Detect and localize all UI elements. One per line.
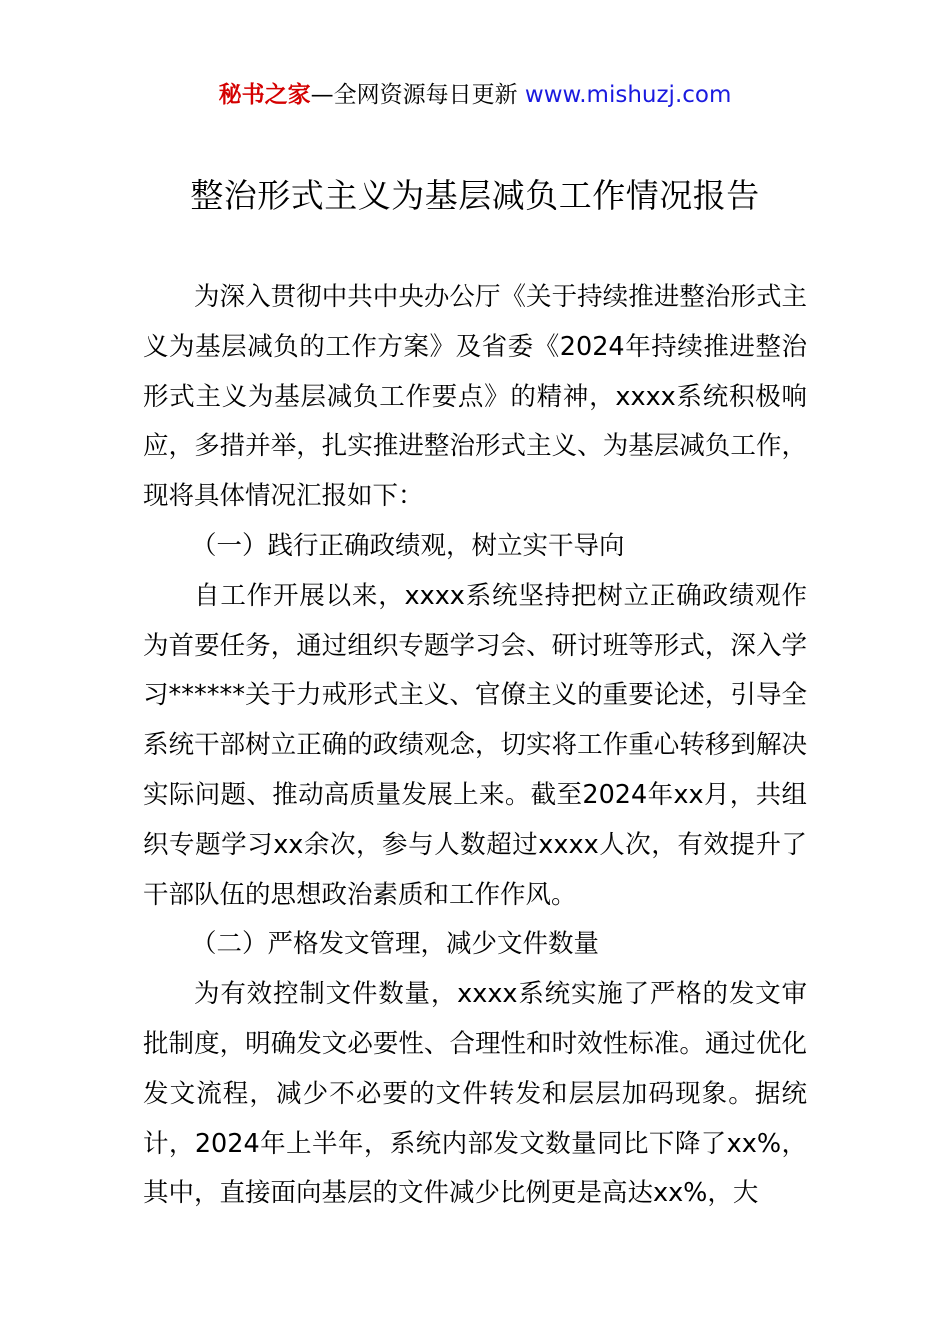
site-tagline: —全网资源每日更新 <box>310 82 525 108</box>
document-title: 整治形式主义为基层减负工作情况报告 <box>190 176 760 215</box>
section-paragraph-2: 为有效控制文件数量，xxxx系统实施了严格的发文审批制度，明确发文必要性、合理性和时效性标准。通过优化发文流程，减少不必要的文件转发和层层加码现象。据统计，2024年上半年，系统内部发文数量同比下降了xx%，其中，直接面向基层的文件减少比例更是高达xx%，大 <box>143 979 807 1209</box>
section-heading-2: （二）严格发文管理，减少文件数量 <box>191 929 600 960</box>
intro-paragraph: 为深入贯彻中共中央办公厅《关于持续推进整治形式主义为基层减负的工作方案》及省委《2024年持续推进整治形式主义为基层减负工作要点》的精神，xxxx系统积极响应，多措并举，扎实推进整治形式主义、为基层减负工作，现将具体情况汇报如下： <box>143 282 807 512</box>
site-url[interactable]: www.mishuzj.com <box>524 82 732 108</box>
document-body <box>143 273 807 1219</box>
site-brand: 秘书之家 <box>218 82 311 108</box>
section-heading-1: （一）践行正确政绩观，树立实干导向 <box>191 530 625 561</box>
section-paragraph-1: 自工作开展以来，xxxx系统坚持把树立正确政绩观作为首要任务，通过组织专题学习会、研讨班等形式，深入学习******关于力戒形式主义、官僚主义的重要论述，引导全系统干部树立正确的政绩观念，切实将工作重心转移到解决实际问题、推动高质量发展上来。截至2024年xx月，共组织专题学习xx余次，参与人数超过xxxx人次，有效提升了干部队伍的思想政治素质和工作作风。 <box>143 580 807 910</box>
site-banner <box>0 78 950 112</box>
